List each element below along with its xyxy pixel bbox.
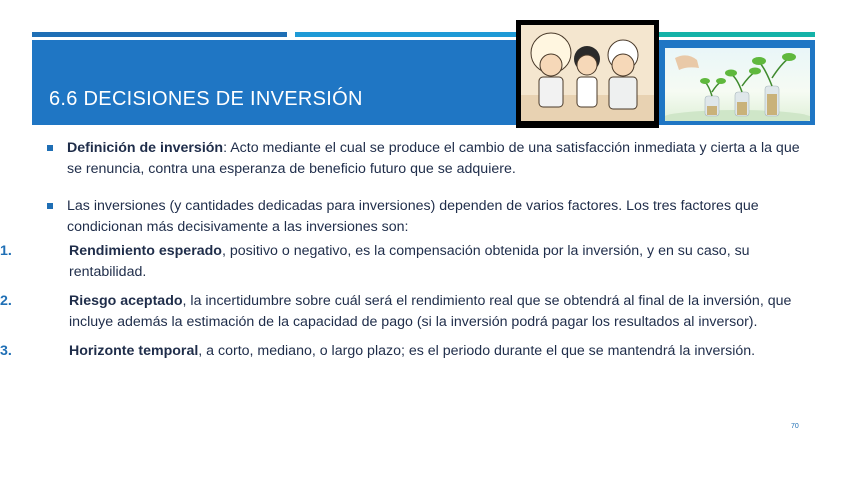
number-2: 2. [0,293,12,309]
bullet-square-icon [47,203,53,209]
number-3: 3. [0,343,12,359]
number-1: 1. [0,243,12,259]
cartoon-illustration [521,25,654,121]
cartoon-image [516,20,659,128]
plant-coins-illustration [665,48,810,121]
accent-bar-right [657,32,815,37]
plant-coins-image [665,48,810,121]
numbered-item-3: 3. Horizonte temporal, a corto, mediano, o largo plazo; es el periodo durante el que se mantendrá la inversión. [0,341,806,362]
slide-content [0,138,806,362]
page-number: 70 [791,423,799,430]
accent-bar-middle [295,32,517,37]
accent-bar-left [32,32,287,37]
bullet-definition: Definición de inversión: Acto mediante el cual se produce el cambio de una satisfacción inmediata y cierta a la que se renuncia, contra una esperanza de beneficio futuro que se adquiere. [46,138,806,180]
bullet-square-icon [47,145,53,151]
bullet-factors: Las inversiones (y cantidades dedicadas para inversiones) dependen de varios factores. Los tres factores que condicionan más decisivamente a las inversiones son: [46,196,806,238]
slide-title: 6.6 DECISIONES DE INVERSIÓN [49,88,363,110]
numbered-item-1: 1. Rendimiento esperado, positivo o negativo, es la compensación obtenida por la inversión, y en su caso, su rentabilidad. [0,243,750,280]
numbered-item-2: 2. Riesgo aceptado, la incertidumbre sobre cuál será el rendimiento real que se obtendrá al final de la inversión, que incluye además la estimación de la capacidad de pago (si la inversión podrá pagar los resultados al inversor). [0,293,792,330]
